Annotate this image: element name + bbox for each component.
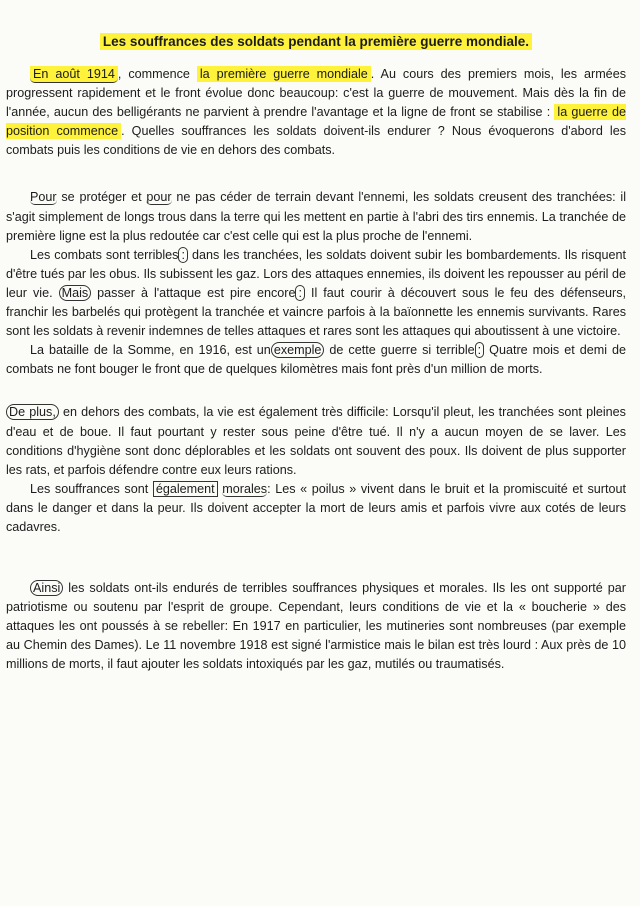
- combats-paragraph-trenches: [6, 188, 626, 245]
- combats-p2-text-2: dans les tranchées, les soldats doivent subir les bombardements. Ils risquent d'être tués par les obus. Ils subissent les gaz. Lors des attaques ennemies, ils doivent les repousser au péril de leur vie.: [6, 247, 627, 300]
- intro-date-highlight: En août 1914: [30, 66, 118, 83]
- combats-paragraph-somme: [6, 341, 626, 379]
- conclusion-paragraph: [6, 579, 626, 674]
- intro-text-2: . Au cours des premiers mois, les armées progressent rapidement et le front évolue donc beaucoup: c'est la guerre de mouvement. Mais dès la fin de l'année, aucun des belligérants ne parvient à prendre l'avantage et la ligne de front se stabilise :: [6, 67, 626, 120]
- colon-circle-1: :: [178, 247, 188, 263]
- combats-p1-text-1: se protéger et: [56, 190, 147, 205]
- intro-text-3: . Quelles souffrances les soldats doivent-ils endurer ? Nous évoquerons d'abord les combats puis les conditions de vie en dehors des combats.: [6, 124, 627, 158]
- combats-p3-text-3: Quatre mois et demi de combats ne font bouger le front que de quelques kilomètres mais font près d'un million de morts.: [6, 343, 626, 377]
- egalement-box: également: [153, 481, 218, 497]
- combats-p3-text-2: de cette guerre si terrible: [324, 343, 475, 358]
- morales-underline: morales: [222, 481, 268, 496]
- pour-underline-2: pour: [146, 190, 172, 205]
- title-highlight: Les souffrances des soldats pendant la première guerre mondiale.: [100, 33, 532, 50]
- colon-circle-2: :: [295, 285, 305, 301]
- intro-position-highlight: la guerre de position commence: [6, 105, 626, 139]
- intro-text-1: , commence: [117, 67, 197, 81]
- combats-p3-text-1: La bataille de la Somme, en 1916, est un: [30, 343, 271, 358]
- conclusion-text: les soldats ont-ils endurés de terribles souffrances physiques et morales. Ils les ont supporté par patriotisme ou soutenu par l'esprit de groupe. Cependant, leurs conditions de vie et la « boucherie » des attaques les ont poussés à se rebeller: En 1917 en particulier, les mutineries sont nombreuses (par exemple au Chemin des Dames). Le 11 novembre 1918 est signé l'armistice mais le bilan est très lourd : Aux près de 10 millions de morts, il faut ajouter les soldats intoxiqués par les gaz, mutilés ou traumatisés.: [6, 581, 626, 672]
- intro-paragraph: [6, 65, 626, 160]
- vie-p2-text-1: Les souffrances sont: [30, 481, 153, 496]
- intro-war-highlight: la première guerre mondiale: [197, 66, 371, 82]
- vie-p1-text-2: Lorsqu'il pleut, les tranchées sont pleines d'eau et de boue. Il faut pourtant y rester sous peine d'être tué. Il n'y a aucun moyen de se laver. Les conditions d'hygiène sont donc déplorables et les soldats ont souvent des poux. Ils doivent de plus supporter les rats, et parfois défendre contre eux leurs rations.: [6, 405, 626, 477]
- vie-p1-colon: :: [385, 405, 389, 420]
- combats-p2-text-4: Il faut courir à découvert sous le feu des défenseurs, franchir les barbelés qui protègent la tranchée et vaincre parfois à la baïonnette les ennemis survivants. Rares sont les soldats à revenir indemnes de telles attaques et rares sont les attaques qui aboutissent à une victoire.: [6, 285, 627, 339]
- mais-circle: Mais: [59, 285, 92, 301]
- vie-paragraph-conditions: [6, 403, 626, 479]
- document-title: [6, 34, 626, 49]
- combats-p2-text-1: Les combats sont terribles: [30, 247, 179, 262]
- ainsi-circle: Ainsi: [30, 580, 63, 596]
- combats-p1-text-2: ne pas céder de terrain devant l'ennemi, les soldats creusent des tranchées: il s'agit simplement de longs trous dans la terre qui les mettent en partie à l'abri des tirs ennemis. La tranchée de première ligne est la plus redoutée car c'est celle qui est la plus proche de l'ennemi.: [6, 190, 626, 243]
- pour-underline-1: Pour: [30, 190, 57, 205]
- exemple-circle: exemple: [271, 342, 325, 358]
- combats-p2-text-3: passer à l'attaque est pire encore: [91, 285, 296, 300]
- colon-circle-3: :: [475, 342, 485, 358]
- vie-p1-text-1: en dehors des combats, la vie est également très difficile: [58, 405, 386, 420]
- combats-paragraph-terrible: [6, 246, 626, 341]
- vie-p2-text-2: : Les « poilus » vivent dans le bruit et la promiscuité et surtout dans le danger et dans la peur. Ils doivent accepter la mort de leurs amis et parfois vivre aux cotés de leurs cadavres.: [6, 481, 627, 534]
- vie-paragraph-morales: [6, 480, 626, 537]
- de-plus-circle: De plus,: [6, 404, 59, 420]
